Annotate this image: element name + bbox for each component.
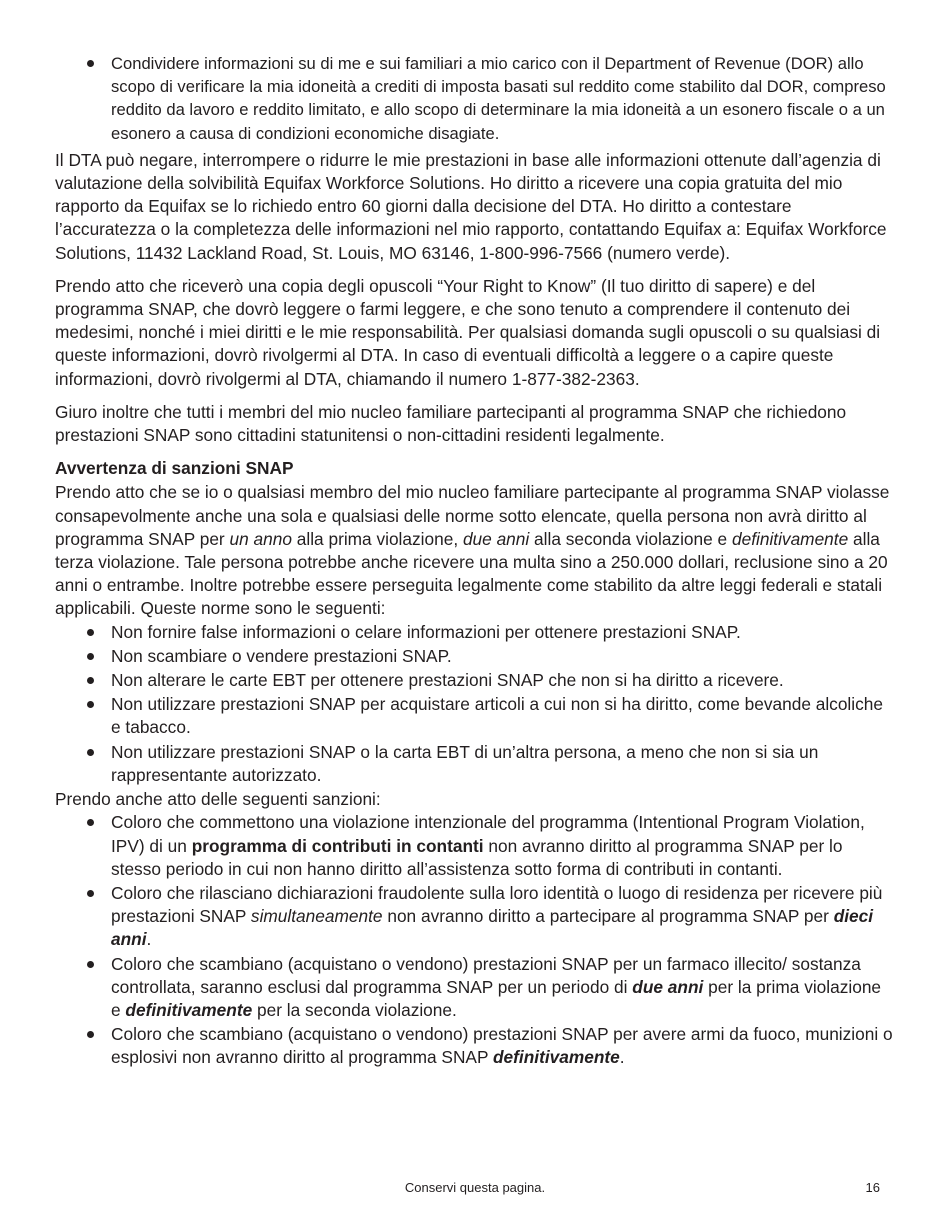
warning-intro [55,481,895,620]
bold-emphasis-text: dieci anni [111,906,874,950]
emphasis-text: definitivamente [731,528,849,549]
list-item: Condividere informazioni su di me e sui familiari a mio carico con il Department of Revenue (DOR) allo scopo di verificare la mia idoneità a crediti di imposta basati sul reddito come stabilito dal DOR, compreso reddito da lavoro e reddito limitato, e allo scopo di determinare la mia idoneità a un esonero fiscale o a un esonero a causa di condizioni economiche disagiate. [55,52,895,145]
text-run: per la seconda violazione. [252,999,457,1020]
emphasis-text: simultaneamente [250,906,383,927]
bold-emphasis-text: due anni [632,976,704,997]
text-run: alla seconda violazione e [529,528,732,549]
text-run: Coloro che scambiano (acquistano o vendono) prestazioni SNAP per avere armi da fuoco, munizioni o esplosivi non avranno diritto al programma SNAP [111,1024,893,1068]
text-run: . [619,1047,625,1068]
text-run: alla terza violazione. Tale persona potrebbe anche ricevere una multa sino a 250.000 dollari, reclusione sino a 20 anni o entrambe. Inoltre potrebbe essere perseguita legalmente come stabilito da altre leggi federali e statali applicabili. Queste norme sono le seguenti: [55,528,888,619]
bold-emphasis-text: definitivamente [492,1047,620,1068]
list-item [55,811,895,881]
page-number: 16 [865,1180,880,1195]
emphasis-text: un anno [229,528,292,549]
emphasis-text: due anni [462,528,530,549]
list-item: Non utilizzare prestazioni SNAP per acquistare articoli a cui non si ha diritto, come bevande alcoliche e tabacco. [55,693,895,739]
text-run: . [146,929,152,950]
document-page [55,52,895,1071]
sanctions-intro: Prendo anche atto delle seguenti sanzioni: [55,789,381,810]
text-run: per la prima violazione e [111,976,882,1020]
text-run: alla prima violazione, [291,528,463,549]
text-run: non avranno diritto al programma SNAP per lo stesso periodo in cui non hanno diritto all’assistenza sotto forma di contributi in contanti. [111,835,843,879]
text-run: Coloro che commettono una violazione intenzionale del programma (Intentional Program Violation, IPV) di un [111,812,865,856]
text-run: Prendo atto che se io o qualsiasi membro del mio nucleo familiare partecipante al programma SNAP violasse consapevolmente anche una sola e qualsiasi delle norme sotto elencate, quella persona non avrà diritto al programma SNAP per [55,482,890,549]
list-item: Non scambiare o vendere prestazioni SNAP. [55,645,895,668]
equifax-paragraph: Il DTA può negare, interrompere o ridurre le mie prestazioni in base alle informazioni ottenute dall’agenzia di valutazione della solvibilità Equifax Workforce Solutions. Ho diritto a ricevere una copia gratuita del mio rapporto da Equifax se lo richiedo entro 60 giorni dalla decisione del DTA. Ho diritto a contestare l’accuratezza o la completezza delle informazioni nel mio rapporto, contattando Equifax a: Equifax Workforce Solutions, 11432 Lackland Road, St. Louis, MO 63146, 1-800-996-7566 (numero verde). [55,149,887,263]
list-item: Non alterare le carte EBT per ottenere prestazioni SNAP che non si ha diritto a ricevere. [55,669,895,692]
text-run: Coloro che scambiano (acquistano o vendono) prestazioni SNAP per un farmaco illecito/ sostanza controllata, saranno esclusi dal programma SNAP per un periodo di [111,953,861,997]
list-item: Non utilizzare prestazioni SNAP o la carta EBT di un’altra persona, a meno che non si sia un rappresentante autorizzato. [55,741,895,787]
list-item: Non fornire false informazioni o celare informazioni per ottenere prestazioni SNAP. [55,621,895,644]
list-item [55,953,895,1023]
bold-text: programma di contributi in contanti [191,835,484,856]
bold-emphasis-text: definitivamente [125,999,253,1020]
list-item [55,1023,895,1069]
section-heading: Avvertenza di sanzioni SNAP [55,458,294,479]
text-run: Coloro che rilasciano dichiarazioni fraudolente sulla loro identità o luogo di residenza per ricevere più prestazioni SNAP [111,882,883,927]
citizens-paragraph: Giuro inoltre che tutti i membri del mio nucleo familiare partecipanti al programma SNAP che richiedono prestazioni SNAP sono cittadini statunitensi o non-cittadini residenti legalmente. [55,401,847,446]
sanctions-list [55,811,895,1069]
text-run: non avranno diritto a partecipare al programma SNAP per [382,906,834,927]
list-item [55,882,895,952]
brochures-paragraph: Prendo atto che riceverò una copia degli opuscoli “Your Right to Know” (Il tuo diritto di sapere) e del programma SNAP, che dovrò leggere o farmi leggere, e che sono tenuto a comprendere il contenuto dei medesimi, nonché i miei diritti e le mie responsabilità. Per qualsiasi domanda sugli opuscoli o su qualsiasi di queste informazioni, dovrò rivolgermi al DTA. In caso di eventuali difficoltà a leggere o a capire queste informazioni, dovrò rivolgermi al DTA, chiamando il numero 1-877-382-2363. [55,275,881,389]
dor-consent-list [55,52,895,145]
rules-list [55,621,895,787]
footer-note: Conservi questa pagina. [404,1180,546,1195]
